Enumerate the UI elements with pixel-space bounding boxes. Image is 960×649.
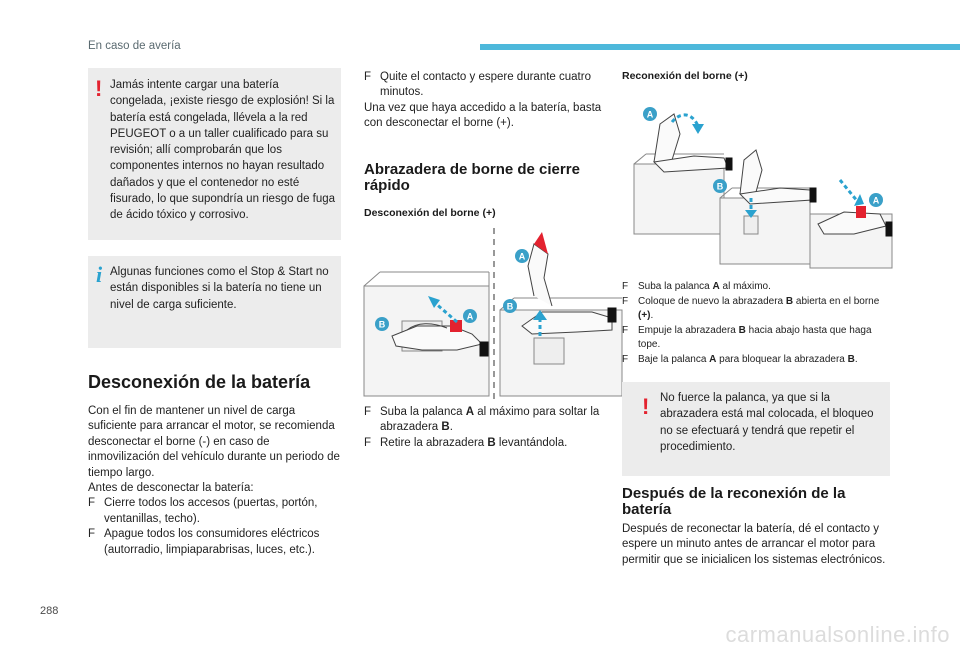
- battery-step-3: [810, 212, 892, 268]
- page-number: 288: [40, 605, 59, 617]
- battery-left: [364, 272, 489, 396]
- reconnect-steps: [622, 280, 892, 367]
- watermark: carmanualsonline.info: [725, 622, 950, 647]
- list-item: F Empuje la abrazadera B hacia abajo hasta que haga tope.: [622, 324, 872, 350]
- access-text: Una vez que haya accedido a la batería, basta con desconectar el borne (+).: [364, 101, 602, 130]
- bullet-glyph: F: [622, 281, 629, 292]
- list-item: F Baje la palanca A para bloquear la abrazadera B.: [622, 353, 892, 368]
- list-item: F Suba la palanca A al máximo para soltar la abrazadera B.: [364, 406, 600, 434]
- list-item: F Retire la abrazadera B levantándola.: [364, 436, 620, 451]
- before-list: [88, 496, 340, 558]
- battery-right: [500, 244, 622, 396]
- info-text: Algunas funciones como el Stop & Start no están disponibles si la batería no tiene un nivel de carga suficiente.: [110, 266, 329, 311]
- reconnect-illustration: [624, 94, 894, 270]
- disconnect-steps: [364, 405, 620, 451]
- label-a: A: [646, 109, 654, 120]
- label-badge: [463, 309, 477, 323]
- disconnect-illustration: [362, 226, 624, 402]
- battery-disconnect-intro: [88, 404, 340, 558]
- battery-disconnect-title: Desconexión de la batería: [88, 372, 311, 392]
- label-b: B: [506, 301, 514, 312]
- lever-step-3: [856, 206, 866, 218]
- warning-text: Jamás intente cargar una batería congelada, ¡existe riesgo de explosión! Si la batería está congelada, llévela a la red PEUGEOT o a un taller cualificado para su revisión; allí comprobarán que los componentes internos no hayan resultado dañados y que el contenedor no esté fisurado, lo que supondría un riesgo de fuga de ácido tóxico y corrosivo.: [110, 79, 336, 222]
- warning-icon: !: [642, 394, 650, 419]
- header-accent-bar: [480, 44, 960, 50]
- section-header: En caso de avería: [88, 40, 181, 52]
- bullet-glyph: F: [622, 324, 629, 336]
- arrow-head-step-3: [854, 194, 864, 206]
- bullet-glyph: F: [364, 406, 372, 418]
- label-a: A: [872, 195, 880, 206]
- bullet-glyph: F: [364, 71, 372, 83]
- reconnect-subtitle: Reconexión del borne (+): [622, 70, 748, 82]
- bullet-glyph: F: [88, 528, 96, 541]
- warning-text: No fuerce la palanca, ya que si la abrazadera está mal colocada, el bloqueo no se efectuará y tendrá que repetir el procedimiento.: [660, 392, 874, 453]
- middle-top-text: [364, 70, 616, 132]
- label-a: A: [466, 311, 474, 322]
- label-badge: [713, 179, 727, 193]
- label-b: B: [378, 319, 386, 330]
- list-item: F Quite el contacto y espere durante cuatro minutos.: [364, 71, 591, 99]
- battery-step-1: [634, 114, 732, 234]
- bullet-glyph: F: [88, 497, 96, 510]
- battery-step-2: [720, 150, 816, 264]
- label-badge: [503, 299, 517, 313]
- list-item: F Coloque de nuevo la abrazadera B abierta en el borne (+).: [622, 295, 880, 321]
- arrow-step-3: [840, 180, 858, 202]
- before-label: Antes de desconectar la batería:: [88, 482, 254, 495]
- warning-box-reconnect: [622, 382, 890, 476]
- info-icon: i: [96, 262, 103, 287]
- list-item: F Cierre todos los accesos (puertas, portón, ventanillas, techo).: [88, 497, 318, 525]
- list-item: F Suba la palanca A al máximo.: [622, 280, 892, 295]
- bullet-glyph: F: [622, 353, 629, 365]
- bullet-glyph: F: [622, 295, 629, 307]
- arrow-head-step-1: [692, 124, 704, 134]
- warning-box: [88, 68, 341, 240]
- disconnect-subtitle: Desconexión del borne (+): [364, 207, 496, 219]
- label-badge: [643, 107, 657, 121]
- label-a: A: [518, 251, 526, 262]
- label-b: B: [716, 181, 724, 192]
- intro-text: Con el fin de mantener un nivel de carga suficiente para arrancar el motor, se recomienda desconectar el borne (-) en caso de inmovilización del vehículo durante un periodo de tiempo largo.: [88, 405, 340, 479]
- label-badge: [515, 249, 529, 263]
- after-reconnect-text: Después de reconectar la batería, dé el contacto y espere un minuto antes de arrancar el motor para permitir que se inicialicen los sistemas electrónicos.: [622, 523, 886, 566]
- label-badge: [375, 317, 389, 331]
- info-box: [88, 256, 341, 348]
- bullet-glyph: F: [364, 436, 372, 449]
- warning-icon: !: [95, 76, 103, 101]
- quick-clamp-title: Abrazadera de borne de cierre rápido: [364, 161, 580, 194]
- after-reconnect-title: Después de la reconexión de la batería: [622, 485, 846, 518]
- list-item: F Apague todos los consumidores eléctricos (autorradio, limpiaparabrisas, luces, etc.).: [88, 528, 320, 556]
- label-badge: [869, 193, 883, 207]
